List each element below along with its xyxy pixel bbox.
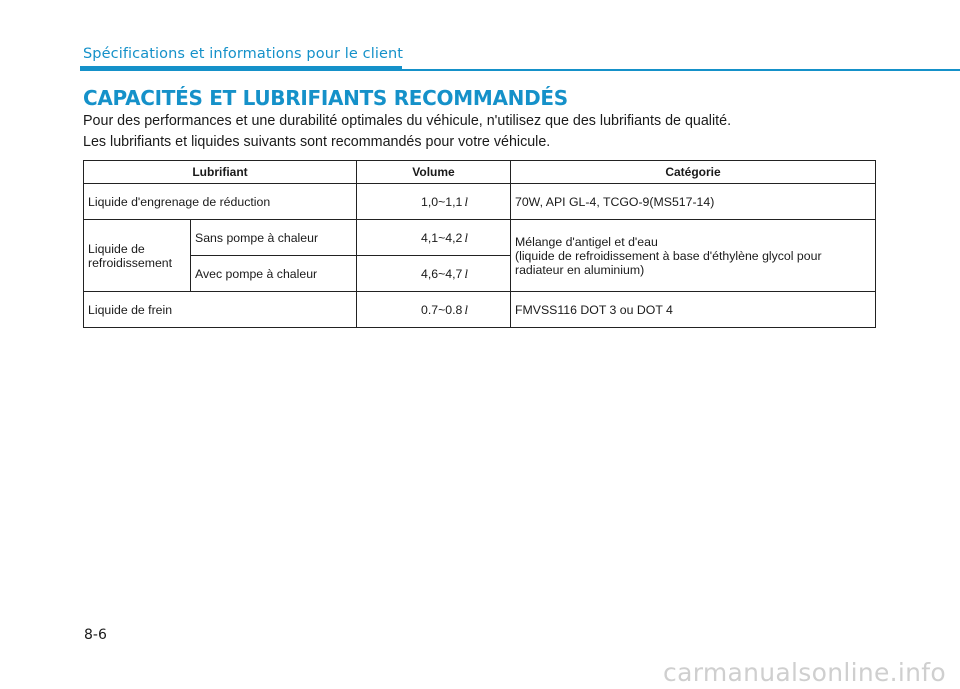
liter-unit: l — [464, 193, 468, 209]
coolant-category-line-2: (liquide de refroidissement à base d'éthylène glycol pour radiateur en aluminium) — [515, 248, 822, 277]
section-title: CAPACITÉS ET LUBRIFIANTS RECOMMANDÉS — [83, 86, 568, 110]
brake-fluid-volume — [357, 292, 511, 328]
gear-oil-name: Liquide d'engrenage de réduction — [84, 184, 357, 220]
gear-oil-volume — [357, 184, 511, 220]
volume-value: 1,0~1,1 — [421, 194, 463, 209]
lubricants-table — [83, 160, 876, 328]
table-row — [84, 292, 876, 328]
header-rule-thick — [80, 66, 402, 71]
volume-value: 4,6~4,7 — [421, 266, 463, 281]
table-row — [84, 220, 876, 256]
header-volume: Volume — [357, 161, 511, 184]
header-categorie: Catégorie — [511, 161, 876, 184]
coolant-variant-1-name: Sans pompe à chaleur — [191, 220, 357, 256]
coolant-category-line-1: Mélange d'antigel et d'eau — [515, 234, 658, 249]
header-rule-thin — [402, 69, 960, 71]
chapter-title: Spécifications et informations pour le client — [83, 46, 404, 62]
brake-fluid-name: Liquide de frein — [84, 292, 357, 328]
brake-fluid-category: FMVSS116 DOT 3 ou DOT 4 — [511, 292, 876, 328]
volume-value: 4,1~4,2 — [421, 230, 463, 245]
table-header-row — [84, 161, 876, 184]
coolant-variant-1-volume — [357, 220, 511, 256]
coolant-variant-2-name: Avec pompe à chaleur — [191, 256, 357, 292]
liter-unit: l — [464, 229, 468, 245]
liter-unit: l — [464, 265, 468, 281]
header-lubrifiant: Lubrifiant — [84, 161, 357, 184]
table-row — [84, 184, 876, 220]
coolant-variant-2-volume — [357, 256, 511, 292]
volume-value: 0.7~0.8 — [421, 302, 463, 317]
gear-oil-category: 70W, API GL-4, TCGO-9(MS517-14) — [511, 184, 876, 220]
page-number: 8-6 — [84, 627, 107, 643]
coolant-name: Liquide de refroidissement — [84, 220, 191, 292]
liter-unit: l — [464, 301, 468, 317]
coolant-category — [511, 220, 876, 292]
watermark: carmanualsonline.info — [663, 658, 946, 687]
intro-paragraph-2: Les lubrifiants et liquides suivants sont recommandés pour votre véhicule. — [83, 134, 551, 150]
intro-paragraph-1: Pour des performances et une durabilité optimales du véhicule, n'utilisez que des lubrifiants de qualité. — [83, 113, 732, 129]
